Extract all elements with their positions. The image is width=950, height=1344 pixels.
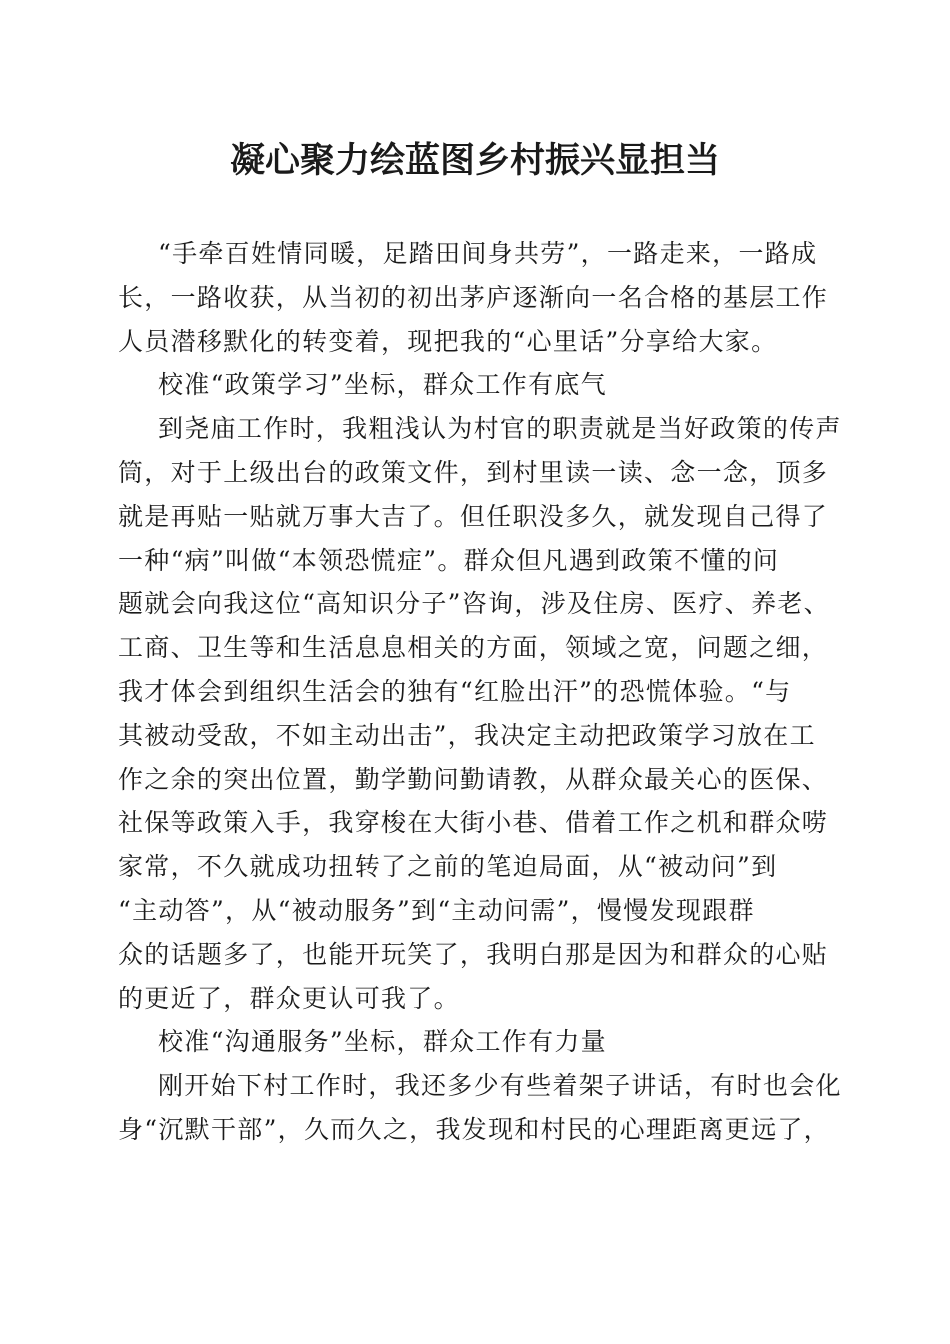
paragraph-line: 我才体会到组织生活会的独有“红脸出汗”的恐慌体验。“与 bbox=[118, 676, 792, 706]
paragraph-line: 筒，对于上级出台的政策文件，到村里读一读、念一念，顶多 bbox=[118, 457, 829, 487]
paragraph-line: 题就会向我这位“高知识分子”咨询，涉及住房、医疗、养老、 bbox=[118, 589, 830, 619]
paragraph-line: 其被动受敌，不如主动出击”，我决定主动把政策学习放在工 bbox=[118, 720, 816, 750]
section-heading: 校准“政策学习”坐标，群众工作有底气 bbox=[158, 370, 607, 400]
paragraph-line: 身“沉默干部”，久而久之，我发现和村民的心理距离更远了， bbox=[118, 1114, 830, 1144]
paragraph-line: 刚开始下村工作时，我还多少有些着架子讲话，有时也会化 bbox=[158, 1071, 842, 1101]
paragraph-line: 工商、卫生等和生活息息相关的方面，领域之宽，问题之细， bbox=[118, 633, 829, 663]
paragraph-line: 的更近了，群众更认可我了。 bbox=[118, 983, 460, 1013]
paragraph-line: 作之余的突出位置，勤学勤问勤请教，从群众最关心的医保、 bbox=[118, 764, 829, 794]
document-title: 凝心聚力绘蓝图乡村振兴显担当 bbox=[229, 140, 720, 181]
paragraph-line: 众的话题多了，也能开玩笑了，我明白那是因为和群众的心贴 bbox=[118, 939, 829, 969]
paragraph-line: 社保等政策入手，我穿梭在大街小巷、借着工作之机和群众唠 bbox=[118, 808, 829, 838]
document-body bbox=[118, 232, 842, 1152]
paragraph-line: 人员潜移默化的转变着，现把我的“心里话”分享给大家。 bbox=[118, 326, 778, 356]
paragraph-line: “主动答”，从“被动服务”到“主动问需”，慢慢发现跟群 bbox=[118, 895, 755, 925]
paragraph-line: 长，一路收获，从当初的初出茅庐逐渐向一名合格的基层工作 bbox=[118, 282, 829, 312]
paragraph-line: 到尧庙工作时，我粗浅认为村官的职责就是当好政策的传声 bbox=[158, 414, 842, 444]
paragraph-line: “手牵百姓情同暖，足踏田间身共劳”，一路走来，一路成 bbox=[158, 239, 818, 268]
section-heading: 校准“沟通服务”坐标，群众工作有力量 bbox=[158, 1027, 607, 1057]
paragraph-line: 家常，不久就成功扭转了之前的笔迫局面，从“被动问”到 bbox=[118, 852, 778, 882]
paragraph-line: 就是再贴一贴就万事大吉了。但任职没多久，就发现自己得了 bbox=[118, 501, 829, 531]
paragraph-line: 一种“病”叫做“本领恐慌症”。群众但凡遇到政策不懂的问 bbox=[118, 545, 780, 575]
